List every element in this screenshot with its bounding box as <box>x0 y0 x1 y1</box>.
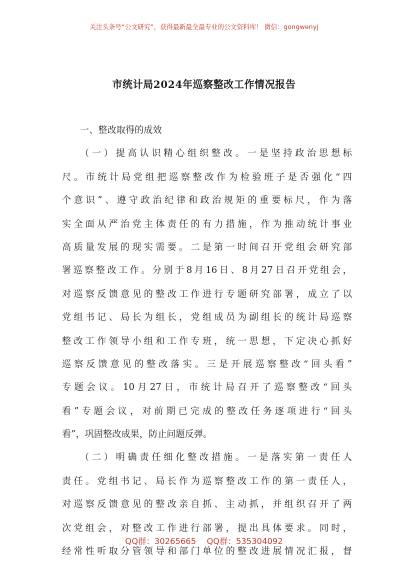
paragraph-line: 高质量发展的现实需要。二是第一时间召开党组会研究部 <box>62 242 352 253</box>
paragraph-line: 党组书记、局长为组长，党组成员为副组长的统计局巡察 <box>62 313 352 324</box>
paragraph-line: 经常性听取分管领导和部门单位的整改进展情况汇报，督 <box>62 547 352 558</box>
paragraph-line: 责任。党组书记、局长作为巡察整改工作的第一责任人， <box>62 476 352 487</box>
document-title: 市统计局2024年巡察整改工作情况报告 <box>112 80 296 91</box>
paragraph-line: 整改工作领导小组和工作专班，统一思想，下定决心抓好 <box>62 336 352 347</box>
paragraph-line: 专题会议。10月27日，市统计局召开了巡察整改“回头 <box>62 383 352 394</box>
paragraph-line: 个意识”、遵守政治纪律和政治规矩的重要标尺，作为落 <box>62 196 352 207</box>
footer-qq-group-1: QQ群：30265665 <box>125 536 197 546</box>
paragraph-line: 看”专题会议，对前期已完成的整改任务逐项进行“回头 <box>62 406 352 417</box>
paragraph-line: 对巡察反馈意见的整改工作进行专题研究部署，成立了以 <box>62 289 352 300</box>
paragraph-line: 署巡察整改工作。分别于8月16日、8月27日召开党组会， <box>62 266 352 277</box>
paragraph-line: （一）提高认识精心组织整改。一是坚持政治思想标 <box>80 149 352 160</box>
footer-qq-group-2: QQ群：535304092 <box>206 536 283 546</box>
paragraph-line: 尺。市统计局党组把巡察整改作为检验班子是否强化“四 <box>62 172 352 183</box>
header-banner: 关注头条号“公文研究”，获得最新最全最专业的公文资料库！ 微信：gongwenyj <box>89 23 319 31</box>
paragraph-line: （二）明确责任细化整改措施。一是落实第一责任人 <box>80 453 352 464</box>
paragraph-line: 实全面从严治党主体责任的有力措施，作为推动统计事业 <box>62 219 352 230</box>
paragraph-line: 次党组会，对整改工作进行部署，提出具体要求。同时， <box>62 523 352 534</box>
document-body <box>62 120 352 564</box>
section-heading: 一、整改取得的成效 <box>80 126 162 136</box>
paragraph-line: 巡察反馈意见的整改落实。三是开展巡察整改“回头看” <box>62 359 352 370</box>
footer-contact <box>0 536 408 547</box>
paragraph-line: 看”，巩固整改成果，防止问题反弹。 <box>62 430 213 441</box>
paragraph-line: 对巡察反馈意见的整改亲自抓、主动抓，并组织召开了两 <box>62 500 352 511</box>
